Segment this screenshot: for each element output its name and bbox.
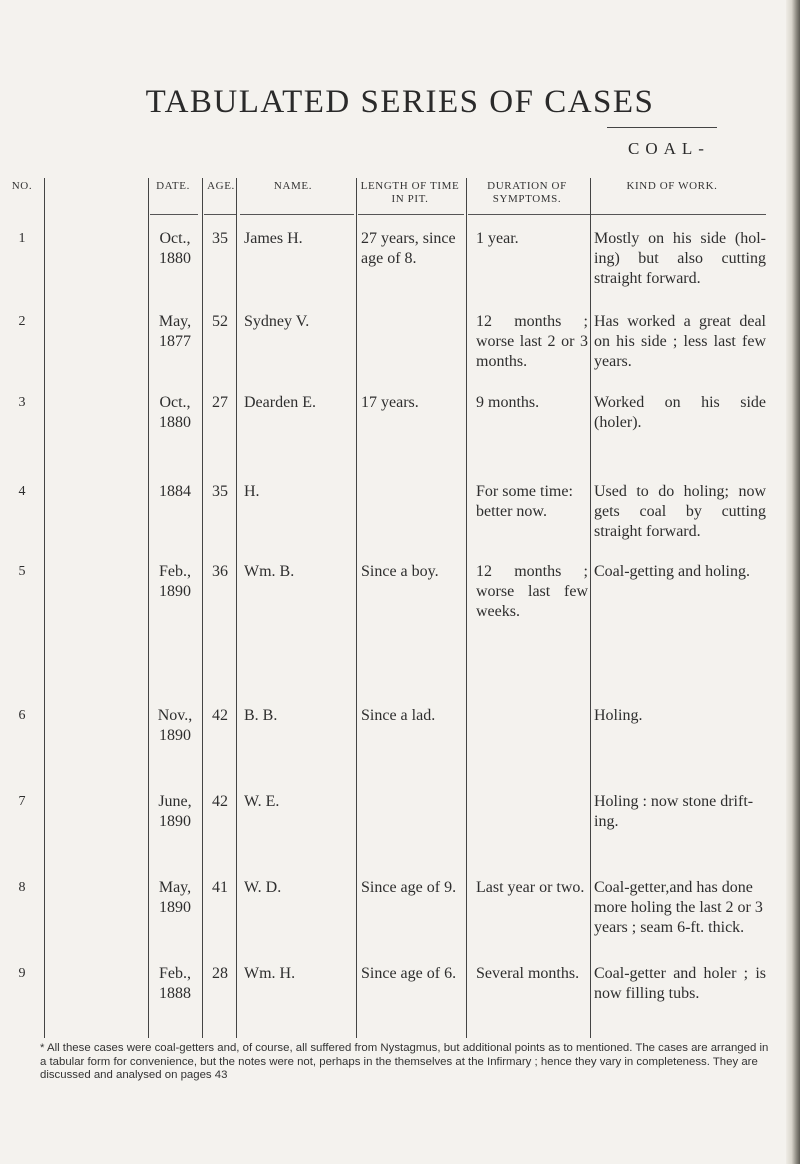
row-6-no: 6	[18, 708, 26, 723]
header-length: LENGTH OF TIME IN PIT.	[360, 180, 460, 205]
header-name: NAME.	[273, 180, 313, 192]
row-1-duration: 1 year.	[476, 230, 519, 247]
row-8-work: Coal-getter,and has done more holing the last 2 or 3 years ; seam 6-ft. thick.	[594, 879, 763, 936]
header-age: AGE.	[207, 180, 235, 192]
header-duration: DURATION OF SYMPTOMS.	[487, 180, 567, 205]
row-6-name: B. B.	[244, 707, 278, 724]
row-4-age: 35	[212, 483, 228, 500]
header-rule-length	[358, 214, 464, 215]
row-5-work: Coal-getting and holing.	[594, 563, 750, 580]
row-7-name: W. E.	[244, 793, 280, 810]
row-4-no: 4	[18, 484, 26, 499]
row-9-date: Feb., 1888	[159, 965, 191, 1002]
row-3-duration: 9 months.	[476, 394, 540, 411]
row-2-age: 52	[212, 313, 228, 330]
row-5-date: Feb., 1890	[159, 563, 191, 600]
column-rule	[590, 178, 591, 1038]
row-1-date: Oct., 1880	[159, 230, 191, 267]
column-rule	[466, 178, 467, 1038]
row-4-name: H.	[244, 483, 260, 500]
row-1-no: 1	[18, 231, 26, 246]
header-rule-work	[592, 214, 766, 215]
row-3-age: 27	[212, 394, 228, 411]
row-9-age: 28	[212, 965, 228, 982]
row-6-age: 42	[212, 707, 228, 724]
row-7-date: June, 1890	[158, 793, 192, 830]
page-subtitle: COAL-	[628, 139, 710, 158]
row-6-work: Holing.	[594, 707, 643, 724]
row-8-date: May, 1890	[158, 879, 192, 916]
header-rule-age	[204, 214, 236, 215]
row-6-length: Since a lad.	[361, 707, 436, 724]
row-3-name: Dearden E.	[244, 394, 316, 411]
column-rule	[236, 178, 237, 1038]
row-2-no: 2	[18, 314, 26, 329]
row-9-name: Wm. H.	[244, 965, 296, 982]
row-9-no: 9	[18, 966, 26, 981]
header-no: NO.	[11, 180, 33, 192]
column-rule	[356, 178, 357, 1038]
row-5-age: 36	[212, 563, 228, 580]
row-8-no: 8	[18, 880, 26, 895]
header-rule-name	[240, 214, 354, 215]
row-4-date: 1884	[159, 483, 191, 500]
row-1-work: Mostly on his side (hol-ing) but also cutting straight forward.	[594, 230, 766, 287]
row-3-work: Worked on his side (holer).	[594, 394, 766, 431]
row-3-no: 3	[18, 395, 26, 410]
row-1-age: 35	[212, 230, 228, 247]
header-rule-date	[150, 214, 198, 215]
header-work: KIND OF WORK.	[626, 180, 718, 192]
row-5-no: 5	[18, 564, 26, 579]
footnote: * All these cases were coal-getters and, of course, all suffered from Nystagmus, but additional points as to mentioned. The cases are arranged in a tabular form for convenience, but the notes were not, perhaps in the themselves at the Infirmary ; hence they vary in completeness. They are discussed and analysed on pages 43	[40, 1042, 769, 1081]
page-title: TABULATED SERIES OF CASES	[145, 84, 655, 120]
column-rule	[202, 178, 203, 1038]
row-8-length: Since age of 9.	[361, 879, 457, 896]
row-1-name: James H.	[244, 230, 303, 247]
title-rule	[607, 127, 717, 128]
row-2-date: May, 1877	[158, 313, 192, 350]
row-5-duration: 12 months ; worse last few weeks.	[476, 563, 588, 620]
row-7-no: 7	[18, 794, 26, 809]
row-9-duration: Several months.	[476, 965, 580, 982]
row-2-duration: 12 months ; worse last 2 or 3 months.	[476, 313, 588, 370]
row-6-date: Nov., 1890	[157, 707, 193, 744]
row-8-age: 41	[212, 879, 228, 896]
header-date: DATE.	[156, 180, 190, 192]
row-3-date: Oct., 1880	[159, 394, 191, 431]
row-8-name: W. D.	[244, 879, 282, 896]
row-7-age: 42	[212, 793, 228, 810]
row-5-name: Wm. B.	[244, 563, 295, 580]
row-3-length: 17 years.	[361, 394, 419, 411]
row-9-length: Since age of 6.	[361, 965, 457, 982]
row-5-length: Since a boy.	[361, 563, 439, 580]
row-4-work: Used to do holing; now gets coal by cutting straight forward.	[594, 483, 766, 540]
row-7-work: Holing : now stone drift-ing.	[594, 793, 754, 830]
row-8-duration: Last year or two.	[476, 879, 585, 896]
row-2-name: Sydney V.	[244, 313, 310, 330]
row-9-work: Coal-getter and holer ; is now filling tubs.	[594, 965, 766, 1002]
column-rule	[148, 178, 149, 1038]
page-edge-shadow	[786, 0, 800, 1164]
row-4-duration: For some time: better now.	[476, 483, 573, 520]
row-2-work: Has worked a great deal on his side ; less last few years.	[594, 313, 766, 370]
header-rule-duration	[468, 214, 592, 215]
row-1-length: 27 years, since age of 8.	[361, 230, 456, 267]
column-rule	[44, 178, 45, 1038]
